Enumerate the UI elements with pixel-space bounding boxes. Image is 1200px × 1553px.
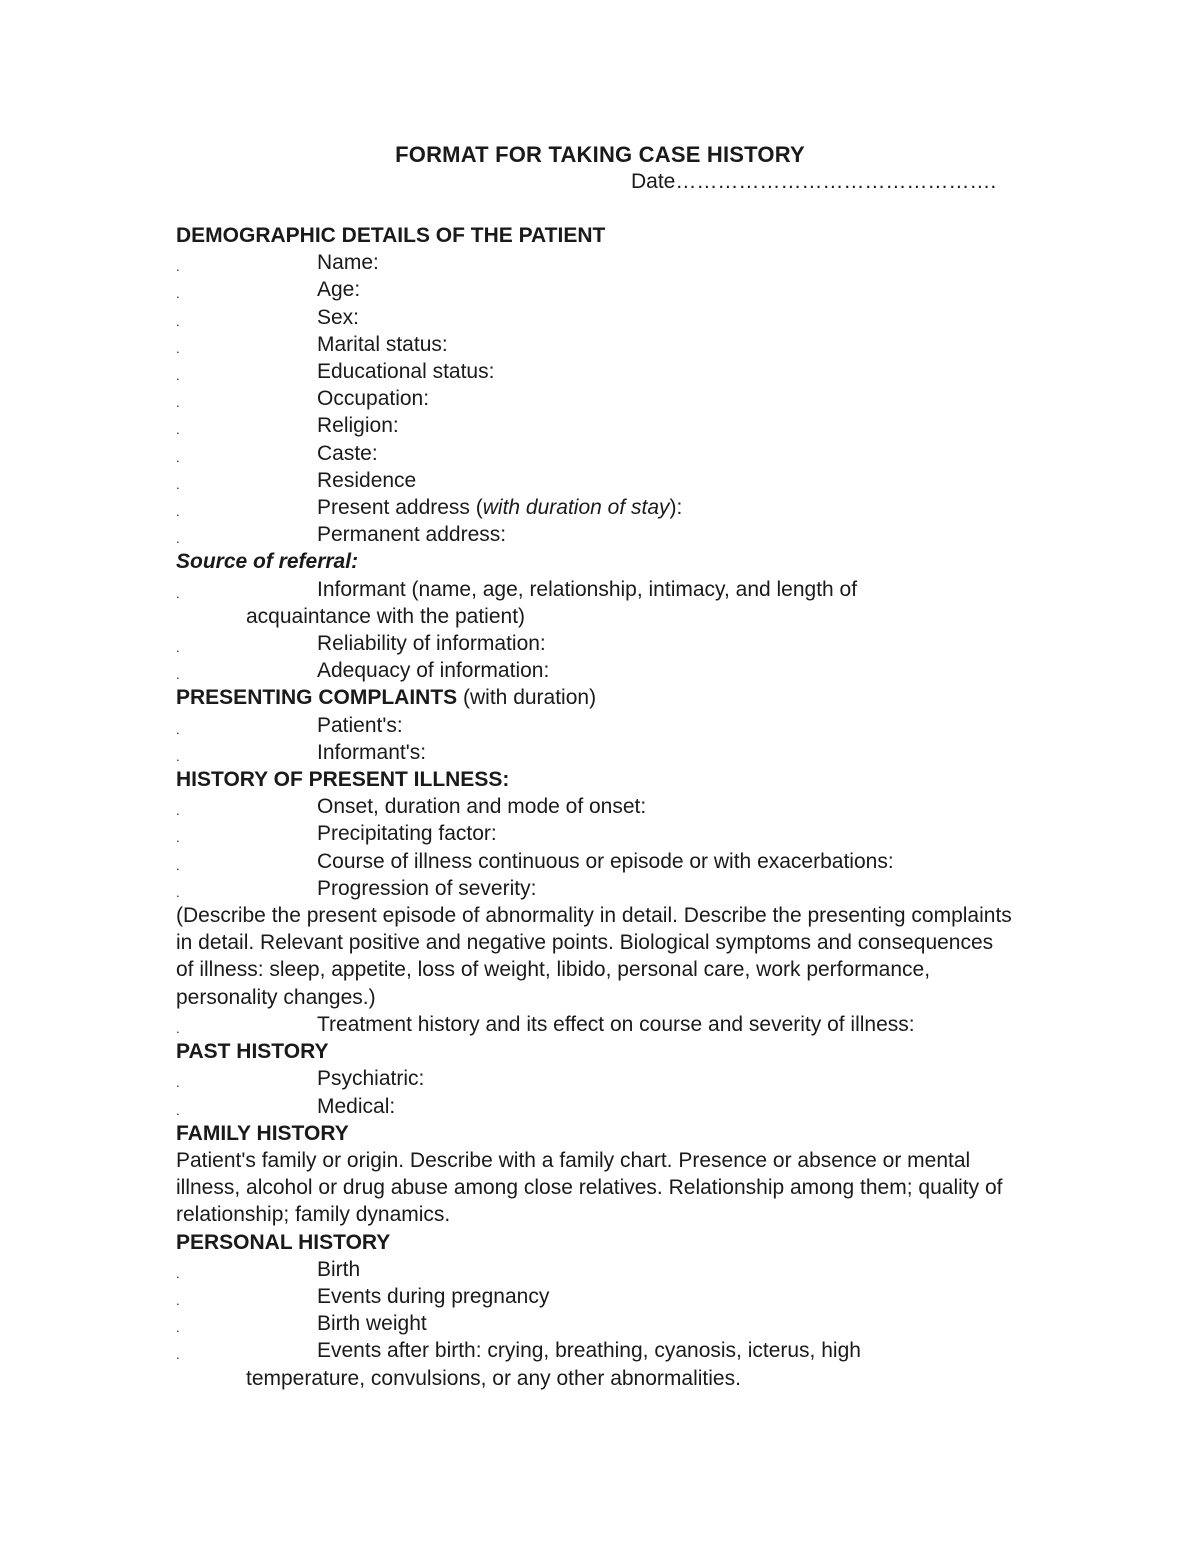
date-field-label: Date………………………………………. — [631, 170, 997, 193]
list-item — [176, 521, 1046, 548]
item-label: Birth weight — [317, 1312, 427, 1336]
document-title: FORMAT FOR TAKING CASE HISTORY — [395, 142, 805, 167]
list-item — [176, 249, 1046, 276]
list-item — [176, 412, 1046, 439]
item-label: Caste: — [317, 441, 378, 465]
bullet-marker: . — [176, 748, 180, 764]
list-item — [176, 1011, 1046, 1038]
list-item — [176, 820, 1046, 847]
bullet-marker: . — [176, 721, 180, 737]
item-label: Progression of severity: — [317, 876, 537, 900]
item-label: Psychiatric: — [317, 1067, 425, 1091]
list-item — [176, 440, 1046, 467]
item-label: Reliability of information: — [317, 632, 546, 656]
list-item — [176, 304, 1046, 331]
list-item — [176, 494, 1046, 521]
bullet-marker: . — [176, 830, 180, 846]
item-label: Name: — [317, 251, 379, 275]
referral-heading: Source of referral: — [176, 550, 359, 574]
bullet-marker: . — [176, 1292, 180, 1308]
bullet-marker: . — [176, 1320, 180, 1336]
item-label: Permanent address: — [317, 523, 507, 547]
informant-line-1: Informant (name, age, relationship, intimacy, and length of — [317, 577, 858, 601]
item-label: Onset, duration and mode of onset: — [317, 795, 647, 819]
demographic-heading: DEMOGRAPHIC DETAILS OF THE PATIENT — [176, 224, 606, 247]
list-item — [176, 1310, 1046, 1337]
bullet-marker: . — [176, 667, 180, 683]
bullet-marker: . — [176, 449, 180, 465]
item-label: Precipitating factor: — [317, 822, 497, 846]
item-label: Medical: — [317, 1094, 396, 1118]
form-content — [176, 222, 1046, 1392]
item-label: Course of illness continuous or episode or with exacerbations: — [317, 849, 894, 873]
item-label: Marital status: — [317, 332, 448, 356]
bullet-marker: . — [176, 640, 180, 656]
item-label: Religion: — [317, 414, 399, 438]
list-item — [176, 358, 1046, 385]
bullet-marker: . — [176, 504, 180, 520]
present-address-italic: with duration of stay — [482, 496, 670, 520]
present-address-suffix: ): — [669, 496, 683, 520]
present-address-prefix: Present address ( — [317, 496, 483, 520]
bullet-marker: . — [176, 476, 180, 492]
list-item — [176, 331, 1046, 358]
bullet-marker: . — [176, 1347, 180, 1363]
list-item — [176, 848, 1046, 875]
list-item — [176, 712, 1046, 739]
item-label: Sex: — [317, 305, 360, 329]
list-item — [176, 1337, 1046, 1391]
presenting-complaints-heading — [176, 684, 1046, 711]
bullet-marker: . — [176, 1265, 180, 1281]
list-item — [176, 467, 1046, 494]
list-item — [176, 739, 1046, 766]
list-item — [176, 1093, 1046, 1120]
family-history-text: Patient's family or origin. Describe with a family chart. Presence or absence or mental illness, alcohol or drug abuse among close relatives. Relationship among them; quality of relationship; family dynamics. — [176, 1148, 1003, 1227]
bullet-marker: . — [176, 857, 180, 873]
bullet-marker: . — [176, 1102, 180, 1118]
list-item — [176, 576, 1046, 630]
item-label: Treatment history and its effect on course and severity of illness: — [317, 1012, 915, 1036]
list-item — [176, 385, 1046, 412]
item-label: Residence — [317, 468, 417, 492]
bullet-marker: . — [176, 803, 180, 819]
item-label: Educational status: — [317, 360, 495, 384]
item-label: Informant's: — [317, 740, 427, 764]
item-label: Birth — [317, 1257, 361, 1281]
bullet-marker: . — [176, 340, 180, 356]
list-item — [176, 1283, 1046, 1310]
list-item — [176, 657, 1046, 684]
personal-history-heading: PERSONAL HISTORY — [176, 1230, 391, 1254]
present-illness-note: (Describe the present episode of abnormality in detail. Describe the presenting complaints in detail. Relevant positive and negative points. Biological symptoms and consequences of illness: sleep, appetite, loss of weight, libido, personal care, work performance, personality changes.) — [176, 904, 1012, 1009]
bullet-marker: . — [176, 884, 180, 900]
bullet-marker: . — [176, 368, 180, 384]
bullet-marker: . — [176, 585, 180, 601]
bullet-marker: . — [176, 286, 180, 302]
bullet-marker: . — [176, 259, 180, 275]
presenting-heading-text: PRESENTING COMPLAINTS — [176, 686, 458, 710]
presenting-heading-suffix: (with duration) — [457, 686, 597, 710]
bullet-marker: . — [176, 422, 180, 438]
past-history-heading: PAST HISTORY — [176, 1040, 329, 1064]
list-item — [176, 793, 1046, 820]
list-item — [176, 1065, 1046, 1092]
bullet-marker: . — [176, 531, 180, 547]
present-illness-heading: HISTORY OF PRESENT ILLNESS: — [176, 768, 510, 792]
list-item — [176, 630, 1046, 657]
bullet-marker: . — [176, 1075, 180, 1091]
informant-line-2: acquaintance with the patient) — [246, 604, 526, 628]
bullet-marker: . — [176, 1020, 180, 1036]
events-after-birth-line-2: temperature, convulsions, or any other abnormalities. — [246, 1366, 741, 1390]
events-after-birth-line-1: Events after birth: crying, breathing, cyanosis, icterus, high — [317, 1339, 861, 1363]
item-label: Adequacy of information: — [317, 659, 550, 683]
family-history-heading: FAMILY HISTORY — [176, 1121, 349, 1145]
bullet-marker: . — [176, 313, 180, 329]
bullet-marker: . — [176, 395, 180, 411]
item-label: Patient's: — [317, 713, 403, 737]
item-label: Occupation: — [317, 387, 430, 411]
item-label: Events during pregnancy — [317, 1284, 550, 1308]
list-item — [176, 875, 1046, 902]
list-item — [176, 276, 1046, 303]
item-label: Age: — [317, 278, 361, 302]
list-item — [176, 1256, 1046, 1283]
